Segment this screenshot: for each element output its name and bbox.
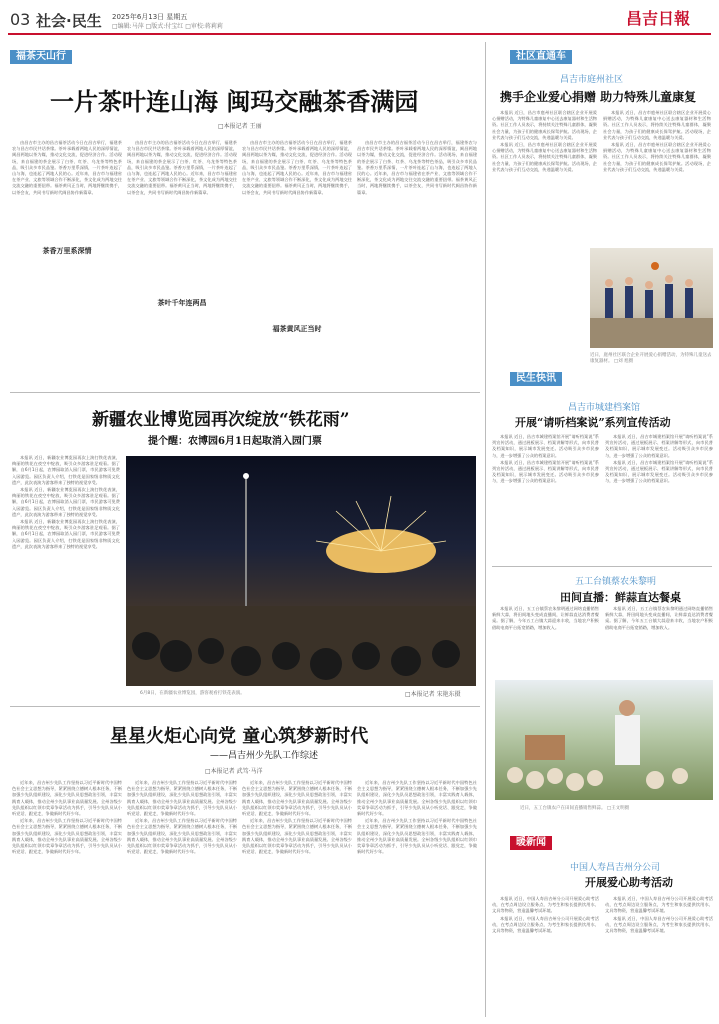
xinghuo-body-col2: 近年来，昌吉州少先队工作坚持以习近平新时代中国特色社会主义思想为指导，紧紧围绕立德树人根本任务，不断加强少先队组织建设，深化少先队员思想政治引领，丰富实践育人载体，推动全州少先队事业高质量发展。全州各级少先队组织以红领巾奖章争章活动为抓手，引导少先队员从小听党话、跟党走，争做新时代好少年。 近年来，昌吉州少先队工作坚持以习近平新时代中国特色社会主义思想为指导，紧紧围绕立德树人根本任务，不断加强少先队组织建设，深化少先队员思想政治引领，丰富实践育人载体，推动全州少先队事业高质量发展。全州各级少先队组织以红领巾奖章争章活动为抓手，引导少先队员从小听党话、跟党走，争做新时代好少年。 bbox=[127, 780, 237, 855]
main-body-col4: 由昌吉市主办的昌吉福茶活动今日在昌吉举行，福建茶农与昌吉市民共话茶缘。茶叶承载着两地人民的深厚情谊，闽昌两地以茶为媒，推动文化交流，促进经济合作。活动现场，来自福建的茶企展示了白茶、红茶、乌龙茶等特色茶品，吸引众多市民品鉴。茶香万里系深情，一片茶叶连起了山与海，也连起了两地人民的心。近年来，昌吉市与福建省在茶产业、文旅等领域合作不断深化，茶文化成为两地交往交流交融的重要纽带。福茶黄风正当时，两地将继续携手，以茶会友，共同书写新时代闽昌协作新篇章。 bbox=[357, 140, 477, 195]
basketball-kids-icon bbox=[590, 248, 713, 348]
nuan-body-col2: 本报讯 近日，中国人寿昌吉州分公司开展爱心助考活动，在考点周边设立服务点，为考生和家长提供饮用水、文具等物资，营造温馨考试环境。 本报讯 近日，中国人寿昌吉州分公司开展爱心助考活动，在考点周边设立服务点，为考生和家长提供饮用水、文具等物资，营造温馨考试环境。 bbox=[605, 896, 713, 934]
shequ-source: 昌吉市庭州社区 bbox=[560, 75, 624, 85]
section-name: 社会·民生 bbox=[36, 12, 102, 30]
main-body-col3: 由昌吉市主办的昌吉福茶活动今日在昌吉举行，福建茶农与昌吉市民共话茶缘。茶叶承载着两地人民的深厚情谊，闽昌两地以茶为媒，推动文化交流，促进经济合作。活动现场，来自福建的茶企展示了白茶、红茶、乌龙茶等特色茶品，吸引众多市民品鉴。茶香万里系深情，一片茶叶连起了山与海，也连起了两地人民的心。近年来，昌吉市与福建省在茶产业、文旅等领域合作不断深化，茶文化成为两地交往交流交融的重要纽带。福茶黄风正当时，两地将继续携手，以茶会友，共同书写新时代闽昌协作新篇章。 bbox=[242, 140, 352, 195]
section-divider-1 bbox=[10, 392, 480, 393]
xinghuo-byline: □本报记者 武笃·马洋 bbox=[205, 768, 263, 775]
shequ-body-col1: 本报讯 近日，昌吉市庭州社区联合辖区企业开展爱心捐赠活动，为特殊儿童康复中心送去康复器材和生活物资。社区工作人员表示，将持续关注特殊儿童群体，凝聚社会力量，为孩子们的健康成长保驾护航。活动现场，企业代表与孩子们互动交流，传递温暖与关爱。 本报讯 近日，昌吉市庭州社区联合辖区企业开展爱心捐赠活动，为特殊儿童康复中心送去康复器材和生活物资。社区工作人员表示，将持续关注特殊儿童群体，凝聚社会力量，为孩子们的健康成长保驾护航。活动现场，企业代表与孩子们互动交流，传递温暖与关爱。 bbox=[492, 110, 597, 172]
shequ-photo bbox=[590, 248, 713, 348]
issue-date: 2025年6月13日 星期五 bbox=[112, 13, 188, 21]
iron-flower-sparks-icon bbox=[126, 456, 476, 686]
tag-nuan: 暖新闻 bbox=[510, 836, 552, 850]
tag-minsheng: 民生快讯 bbox=[510, 372, 562, 386]
shequ-headline: 携手企业爱心捐赠 助力特殊儿童康复 bbox=[500, 90, 697, 104]
xinjiang-caption: 6月8日，在新疆农业博览园，游客观看打铁花表演。 bbox=[140, 691, 245, 696]
xinghuo-headline: 星星火炬心向党 童心筑梦新时代 bbox=[110, 726, 369, 747]
xinghuo-body-col4: 近年来，昌吉州少先队工作坚持以习近平新时代中国特色社会主义思想为指导，紧紧围绕立德树人根本任务，不断加强少先队组织建设，深化少先队员思想政治引领，丰富实践育人载体，推动全州少先队事业高质量发展。全州各级少先队组织以红领巾奖章争章活动为抓手，引导少先队员从小听党话、跟党走，争做新时代好少年。 近年来，昌吉州少先队工作坚持以习近平新时代中国特色社会主义思想为指导，紧紧围绕立德树人根本任务，不断加强少先队组织建设，深化少先队员思想政治引领，丰富实践育人载体，推动全州少先队事业高质量发展。全州各级少先队组织以红领巾奖章争章活动为抓手，引导少先队员从小听党话、跟党走，争做新时代好少年。 bbox=[357, 780, 477, 855]
iron-flower-photo bbox=[126, 456, 476, 686]
xinghuo-body-col3: 近年来，昌吉州少先队工作坚持以习近平新时代中国特色社会主义思想为指导，紧紧围绕立德树人根本任务，不断加强少先队组织建设，深化少先队员思想政治引领，丰富实践育人载体，推动全州少先队事业高质量发展。全州各级少先队组织以红领巾奖章争章活动为抓手，引导少先队员从小听党话、跟党走，争做新时代好少年。 近年来，昌吉州少先队工作坚持以习近平新时代中国特色社会主义思想为指导，紧紧围绕立德树人根本任务，不断加强少先队组织建设，深化少先队员思想政治引领，丰富实践育人载体，推动全州少先队事业高质量发展。全州各级少先队组织以红领巾奖章争章活动为抓手，引导少先队员从小听党话、跟党走，争做新时代好少年。 bbox=[242, 780, 352, 855]
garlic-harvest-icon bbox=[495, 680, 713, 800]
main-body-col2: 由昌吉市主办的昌吉福茶活动今日在昌吉举行，福建茶农与昌吉市民共话茶缘。茶叶承载着两地人民的深厚情谊，闽昌两地以茶为媒，推动文化交流，促进经济合作。活动现场，来自福建的茶企展示了白茶、红茶、乌龙茶等特色茶品，吸引众多市民品鉴。茶香万里系深情，一片茶叶连起了山与海，也连起了两地人民的心。近年来，昌吉市与福建省在茶产业、文旅等领域合作不断深化，茶文化成为两地交往交流交融的重要纽带。福茶黄风正当时，两地将继续携手，以茶会友，共同书写新时代闽昌协作新篇章。 bbox=[127, 140, 237, 195]
shequ-caption: 近日，庭州社区联合企业开展爱心捐赠活动，为特殊儿童送去康复器材。 □刘 旭摄 bbox=[590, 353, 712, 364]
kuaixun2-caption: 近日，五工台镇农户在田间直播销售鲜蒜。 □王文明摄 bbox=[520, 806, 630, 811]
garlic-photo bbox=[495, 680, 713, 800]
kuaixun1-body-col1: 本报讯 近日，昌吉市城建档案馆开展“请听档案说”系列宣传活动，通过展板展示、档案讲解等形式，向市民普及档案知识，展示城市发展变迁。活动吸引众多市民参与，进一步增强了公众的档案意识。 本报讯 近日，昌吉市城建档案馆开展“请听档案说”系列宣传活动，通过展板展示、档案讲解等形式，向市民普及档案知识，展示城市发展变迁。活动吸引众多市民参与，进一步增强了公众的档案意识。 bbox=[492, 434, 599, 484]
xinghuo-body-col1: 近年来，昌吉州少先队工作坚持以习近平新时代中国特色社会主义思想为指导，紧紧围绕立德树人根本任务，不断加强少先队组织建设，深化少先队员思想政治引领，丰富实践育人载体，推动全州少先队事业高质量发展。全州各级少先队组织以红领巾奖章争章活动为抓手，引导少先队员从小听党话、跟党走，争做新时代好少年。 近年来，昌吉州少先队工作坚持以习近平新时代中国特色社会主义思想为指导，紧紧围绕立德树人根本任务，不断加强少先队组织建设，深化少先队员思想政治引领，丰富实践育人载体，推动全州少先队事业高质量发展。全州各级少先队组织以红领巾奖章争章活动为抓手，引导少先队员从小听党话、跟党走，争做新时代好少年。 bbox=[12, 780, 122, 855]
column-divider bbox=[485, 42, 486, 1017]
header-rule bbox=[8, 33, 711, 35]
kuaixun2-body-col1: 本报讯 近日，五工台镇蔡农朱黎明通过网络直播销售新鲜大蒜，将田间地头变成直播间，让鲜蒜直达消费者餐桌。据了解，今年五工台镇大蒜迎来丰收，当地农户积极借助电商平台拓宽销路，增加收入。 bbox=[492, 606, 599, 630]
newspaper-logo: 昌吉日報 bbox=[626, 9, 691, 28]
kuaixun1-body-col2: 本报讯 近日，昌吉市城建档案馆开展“请听档案说”系列宣传活动，通过展板展示、档案讲解等形式，向市民普及档案知识，展示城市发展变迁。活动吸引众多市民参与，进一步增强了公众的档案意识。 本报讯 近日，昌吉市城建档案馆开展“请听档案说”系列宣传活动，通过展板展示、档案讲解等形式，向市民普及档案知识，展示城市发展变迁。活动吸引众多市民参与，进一步增强了公众的档案意识。 bbox=[605, 434, 713, 484]
tag-shequ: 社区直通车 bbox=[510, 50, 572, 64]
kuaixun-divider bbox=[492, 566, 712, 567]
kuaixun2-headline: 田间直播：鲜蒜直达餐桌 bbox=[560, 591, 681, 604]
nuan-headline: 开展爱心助考活动 bbox=[585, 876, 673, 889]
nuan-body-col1: 本报讯 近日，中国人寿昌吉州分公司开展爱心助考活动，在考点周边设立服务点，为考生和家长提供饮用水、文具等物资，营造温馨考试环境。 本报讯 近日，中国人寿昌吉州分公司开展爱心助考活动，在考点周边设立服务点，为考生和家长提供饮用水、文具等物资，营造温馨考试环境。 bbox=[492, 896, 599, 934]
main-body-col1: 由昌吉市主办的昌吉福茶活动今日在昌吉举行，福建茶农与昌吉市民共话茶缘。茶叶承载着两地人民的深厚情谊，闽昌两地以茶为媒，推动文化交流，促进经济合作。活动现场，来自福建的茶企展示了白茶、红茶、乌龙茶等特色茶品，吸引众多市民品鉴。茶香万里系深情，一片茶叶连起了山与海，也连起了两地人民的心。近年来，昌吉市与福建省在茶产业、文旅等领域合作不断深化，茶文化成为两地交往交流交融的重要纽带。福茶黄风正当时，两地将继续携手，以茶会友，共同书写新时代闽昌协作新篇章。 bbox=[12, 140, 122, 195]
xinjiang-subtitle: 提个醒：农博园6月1日起取消入园门票 bbox=[148, 436, 322, 447]
xinjiang-headline: 新疆农业博览园再次绽放“铁花雨” bbox=[92, 410, 350, 430]
shequ-body-col2: 本报讯 近日，昌吉市庭州社区联合辖区企业开展爱心捐赠活动，为特殊儿童康复中心送去康复器材和生活物资。社区工作人员表示，将持续关注特殊儿童群体，凝聚社会力量，为孩子们的健康成长保驾护航。活动现场，企业代表与孩子们互动交流，传递温暖与关爱。 本报讯 近日，昌吉市庭州社区联合辖区企业开展爱心捐赠活动，为特殊儿童康复中心送去康复器材和生活物资。社区工作人员表示，将持续关注特殊儿童群体，凝聚社会力量，为孩子们的健康成长保驾护航。活动现场，企业代表与孩子们互动交流，传递温暖与关爱。 bbox=[603, 110, 711, 172]
main-headline: 一片茶叶连山海 闽玛交融茶香满园 bbox=[50, 87, 419, 116]
page-number: 03 bbox=[10, 10, 31, 29]
kuaixun1-headline: 开展“请听档案说”系列宣传活动 bbox=[515, 416, 671, 429]
kuaixun2-source: 五工台镇蔡农朱黎明 bbox=[575, 577, 657, 587]
staff-credits: □编辑:马萍 □版式:付宝红 □审校:蒋莉莉 bbox=[112, 23, 223, 30]
xinjiang-body: 本报讯 近日，新疆农业博览园再次上演打铁花表演，绚丽的铁花在夜空中绽放，吸引众多游客驻足观看。据了解，自6月1日起，农博园取消入园门票，市民游客可免费入园游览。园区负责人介绍，打铁花是国家级非物质文化遗产，此次表演为游客带来了独特的视觉享受。 本报讯 近日，新疆农业博览园再次上演打铁花表演，绚丽的铁花在夜空中绽放，吸引众多游客驻足观看。据了解，自6月1日起，农博园取消入园门票，市民游客可免费入园游览。园区负责人介绍，打铁花是国家级非物质文化遗产，此次表演为游客带来了独特的视觉享受。 本报讯 近日，新疆农业博览园再次上演打铁花表演，绚丽的铁花在夜空中绽放，吸引众多游客驻足观看。据了解，自6月1日起，农博园取消入园门票，市民游客可免费入园游览。园区负责人介绍，打铁花是国家级非物质文化遗产，此次表演为游客带来了独特的视觉享受。 bbox=[12, 455, 120, 549]
nuan-source: 中国人寿昌吉州分公司 bbox=[570, 863, 661, 873]
main-subhead-2: 茶叶千年连两昌 bbox=[157, 299, 207, 307]
tag-fuchatianshan: 福茶天山行 bbox=[10, 50, 72, 64]
kuaixun1-source: 昌吉市城建档案馆 bbox=[568, 403, 641, 413]
section-divider-2 bbox=[10, 706, 480, 707]
kuaixun2-body-col2: 本报讯 近日，五工台镇蔡农朱黎明通过网络直播销售新鲜大蒜，将田间地头变成直播间，让鲜蒜直达消费者餐桌。据了解，今年五工台镇大蒜迎来丰收，当地农户积极借助电商平台拓宽销路，增加收入。 bbox=[605, 606, 713, 630]
xinghuo-subtitle: ——昌吉州少先队工作综述 bbox=[210, 751, 319, 761]
main-subhead-3: 福茶黄风正当时 bbox=[272, 325, 322, 333]
main-byline: □本报记者 王丽 bbox=[218, 123, 262, 130]
main-subhead-1: 茶香万里系深情 bbox=[42, 247, 92, 255]
xinjiang-byline: □本报记者 宋艳东摄 bbox=[405, 691, 461, 698]
